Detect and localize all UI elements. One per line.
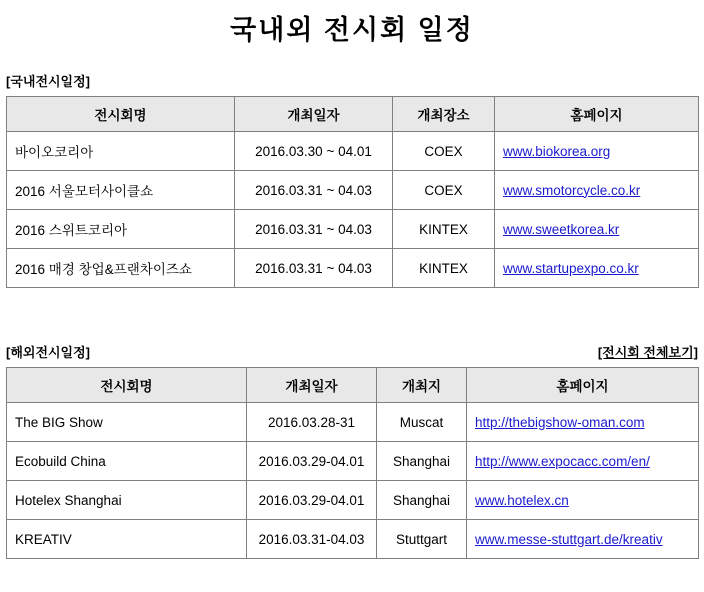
cell-date: 2016.03.30 ~ 04.01 — [235, 132, 393, 171]
homepage-link[interactable]: http://thebigshow-oman.com — [475, 414, 645, 430]
cell-place: Muscat — [377, 403, 467, 442]
cell-place: KINTEX — [393, 249, 495, 288]
homepage-link[interactable]: www.sweetkorea.kr — [503, 221, 620, 237]
homepage-link[interactable]: www.hotelex.cn — [475, 492, 569, 508]
section-spacer — [0, 288, 704, 342]
table-row — [7, 132, 699, 171]
cell-homepage — [495, 171, 699, 210]
column-header-homepage: 홈페이지 — [467, 368, 699, 403]
cell-place: COEX — [393, 132, 495, 171]
cell-name: Ecobuild China — [7, 442, 247, 481]
column-header-name: 전시회명 — [7, 97, 235, 132]
overseas-section-label: [해외전시일정] — [6, 345, 91, 360]
table-row — [7, 249, 699, 288]
cell-homepage — [495, 210, 699, 249]
cell-date: 2016.03.31 ~ 04.03 — [235, 249, 393, 288]
domestic-section — [0, 71, 704, 288]
table-header-row — [7, 368, 699, 403]
cell-homepage — [467, 520, 699, 559]
cell-place: Shanghai — [377, 442, 467, 481]
cell-date: 2016.03.31 ~ 04.03 — [235, 171, 393, 210]
homepage-link[interactable]: http://www.expocacc.com/en/ — [475, 453, 650, 469]
column-header-date: 개최일자 — [235, 97, 393, 132]
homepage-link[interactable]: www.smotorcycle.co.kr — [503, 182, 641, 198]
table-row — [7, 481, 699, 520]
page-title: 국내외 전시회 일정 — [230, 15, 474, 45]
cell-name: 바이오코리아 — [7, 132, 235, 171]
domestic-schedule-table — [6, 96, 699, 288]
table-row — [7, 210, 699, 249]
view-all-exhibitions-link[interactable]: [전시회 전체보기] — [597, 345, 698, 360]
domestic-section-label: [국내전시일정] — [6, 74, 91, 89]
cell-homepage — [467, 403, 699, 442]
cell-name: 2016 매경 창업&프랜차이즈쇼 — [7, 249, 235, 288]
overseas-section-header — [6, 342, 698, 361]
homepage-link[interactable]: www.messe-stuttgart.de/kreativ — [475, 531, 663, 547]
cell-place: Stuttgart — [377, 520, 467, 559]
column-header-place: 개최지 — [377, 368, 467, 403]
cell-date: 2016.03.31-04.03 — [247, 520, 377, 559]
cell-place: KINTEX — [393, 210, 495, 249]
cell-date: 2016.03.28-31 — [247, 403, 377, 442]
domestic-section-header — [6, 71, 698, 90]
overseas-schedule-table — [6, 367, 699, 559]
homepage-link[interactable]: www.biokorea.org — [503, 143, 611, 159]
cell-date: 2016.03.29-04.01 — [247, 442, 377, 481]
cell-homepage — [495, 132, 699, 171]
column-header-date: 개최일자 — [247, 368, 377, 403]
homepage-link[interactable]: www.startupexpo.co.kr — [503, 260, 639, 276]
cell-name: 2016 스위트코리아 — [7, 210, 235, 249]
cell-name: 2016 서울모터사이클쇼 — [7, 171, 235, 210]
table-row — [7, 442, 699, 481]
table-header-row — [7, 97, 699, 132]
overseas-section — [0, 342, 704, 559]
cell-place: Shanghai — [377, 481, 467, 520]
cell-name: Hotelex Shanghai — [7, 481, 247, 520]
cell-place: COEX — [393, 171, 495, 210]
cell-name: The BIG Show — [7, 403, 247, 442]
cell-date: 2016.03.31 ~ 04.03 — [235, 210, 393, 249]
column-header-homepage: 홈페이지 — [495, 97, 699, 132]
cell-homepage — [495, 249, 699, 288]
cell-date: 2016.03.29-04.01 — [247, 481, 377, 520]
table-row — [7, 403, 699, 442]
cell-homepage — [467, 442, 699, 481]
table-row — [7, 520, 699, 559]
cell-homepage — [467, 481, 699, 520]
column-header-name: 전시회명 — [7, 368, 247, 403]
cell-name: KREATIV — [7, 520, 247, 559]
title-spacer — [0, 49, 704, 71]
column-header-place: 개최장소 — [393, 97, 495, 132]
table-row — [7, 171, 699, 210]
